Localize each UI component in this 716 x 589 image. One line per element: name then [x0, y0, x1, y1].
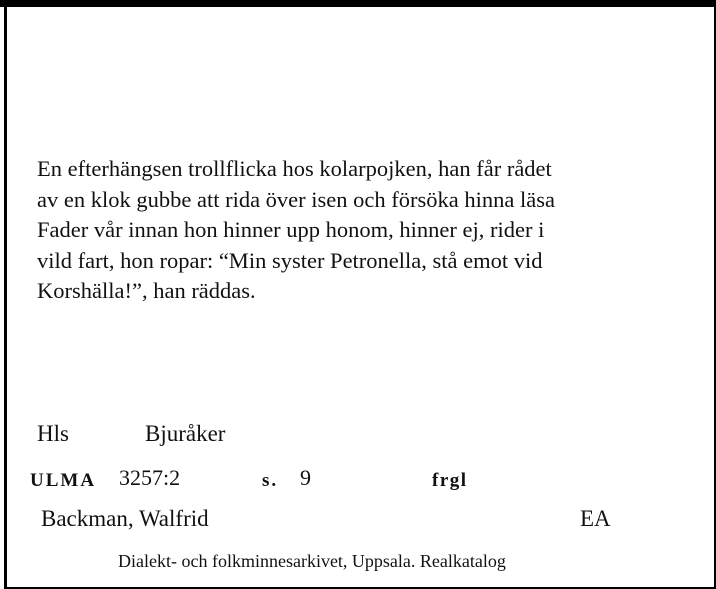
archive-label: ULMA — [30, 470, 97, 491]
collector-name: Backman, Walfrid — [41, 506, 209, 531]
description-line: vild fart, hon ropar: “Min syster Petronella, stå emot vid — [37, 247, 543, 273]
page-number: 9 — [300, 465, 311, 490]
parish-label: Bjuråker — [145, 421, 226, 446]
archive-footer: Dialekt- och folkminnesarkivet, Uppsala. Realkatalog — [118, 551, 506, 571]
accession-number: 3257:2 — [119, 465, 181, 490]
card-description — [37, 154, 677, 307]
description-line: En efterhängsen trollflicka hos kolarpojken, han får rådet — [37, 156, 552, 181]
description-line: Korshälla!”, han räddas. — [37, 278, 256, 303]
region-label: Hls — [37, 421, 69, 446]
card-top-edge — [0, 0, 716, 7]
page-label: s. — [262, 470, 279, 491]
description-line: av en klok gubbe att rida över isen och försöka hinna läsa — [37, 186, 555, 212]
recorder-initials: EA — [580, 506, 611, 531]
genre-label: frgl — [432, 470, 468, 491]
description-line: Fader vår innan hon hinner upp honom, hinner ej, rider i — [37, 217, 545, 242]
card-left-edge — [4, 0, 7, 589]
